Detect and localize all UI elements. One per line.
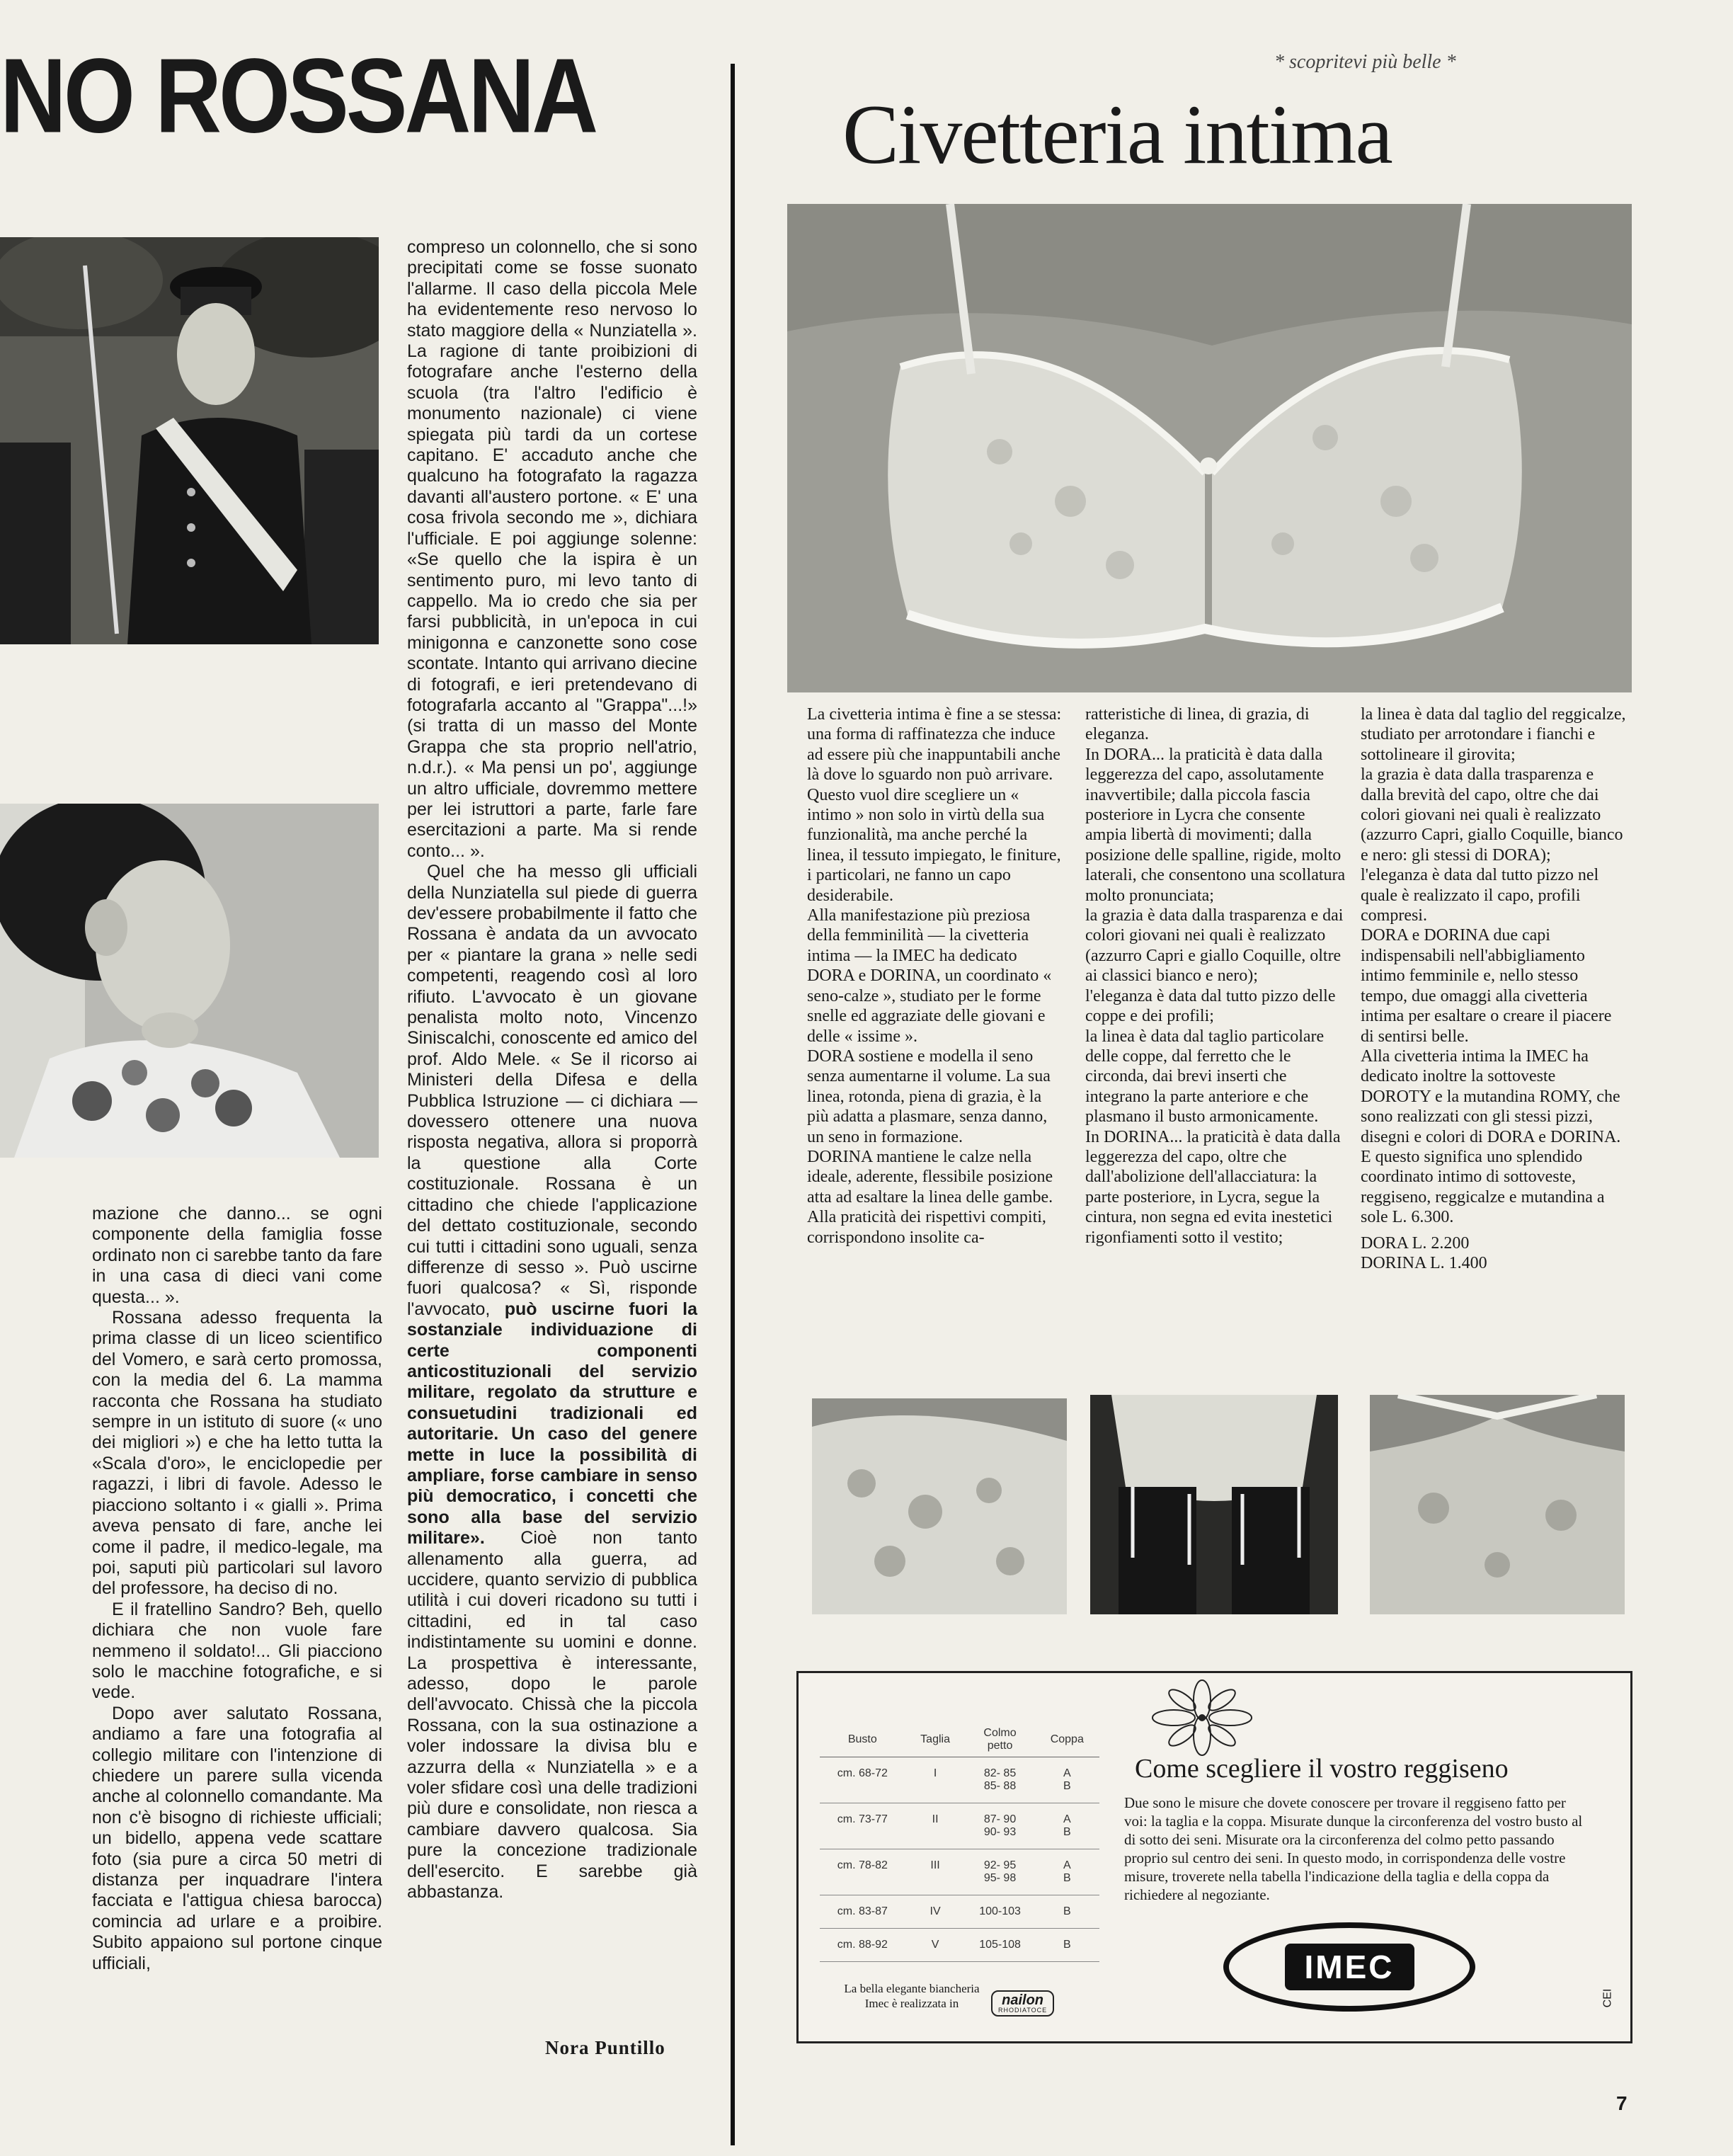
table-cell: cm. 83-87 — [820, 1895, 905, 1929]
table-cell: A B — [1035, 1849, 1099, 1895]
material-note: La bella elegante biancheria Imec è realizzata in — [844, 1982, 980, 2010]
article-paragraph: compreso un colonnello, che si sono precipitati come se fosse suonato l'allarme. Il caso della piccola Mele ha evidentemente reso nervoso lo stato maggiore della « Nunziatella ». La ragione di tante proibizioni di fotografare anche l'esterno della scuola (tra l'altro l'edificio è monumento nazionale) ci viene spiegata più tardi da un cortese capitano. E' accaduto anche che qualcuno ha fotografato la ragazza davanti all'austero portone. « E' una cosa frivola secondo me », dichiara l'ufficiale. E poi aggiunge solenne: «Se quello che la ispira è un sentimento puro, mi levo tanto di cappello. Ma io credo che sia per farsi pubblicità, in un'epoca in cui minigonna e canzonette sono cose scontate. Intanto qui arrivano diecine di fotografi, e ieri pretendevano di fotografarla accanto al "Grappa"...!» (si tratta di un masso del Monte Grappa che sta proprio nell'atrio, n.d.r.). « Ma pensi un po', aggiunge un altro ufficiale, dovremmo mettere per lei istruttori a parte, farle fare esercitazioni a parte. Ma si rende conto... ». — [407, 237, 697, 861]
nailon-logo-subtext: RHODIATOCE — [998, 2007, 1048, 2014]
size-guide-title: Come scegliere il vostro reggiseno — [1135, 1754, 1509, 1784]
article-text: Cioè non tanto allenamento alla guerra, ad uccidere, quanto servizio di pubblica utilità i cui doveri ricadono su tutti i cittadini, ed in tal caso indistintamente su uomini e donne. La prospettiva è interessante, adesso, dopo le parole dell'avvocato. Chissà che la piccola Rossana, con la sua ostinazione a voler indossare la divisa blu e azzurra della « Nunziatella » e a voler sfidare così una delle tradizioni più dure e consolidate, non riesca a cambiare davvero qualcosa. Sia pure la concezione tradizionale dell'esercito. E sarebbe già abbastanza. — [407, 1528, 697, 1903]
ad-kicker: * scopritevi più belle * — [1274, 51, 1456, 73]
article-headline: NO ROSSANA — [0, 35, 596, 155]
ad-paragraph: In DORINA... la praticità è data dalla leggerezza del capo, oltre che dall'abolizione dell'allacciatura: la parte posteriore, in Lycra, segue la cintura, non segna ed evita inestetici rigonfiamenti sotto il vestito; — [1085, 1127, 1341, 1247]
ad-paragraph: ratteristiche di linea, di grazia, di eleganza. — [1085, 705, 1310, 744]
page-number: 7 — [1616, 2092, 1628, 2114]
table-cell: V — [905, 1929, 966, 1962]
table-cell: 87- 90 90- 93 — [966, 1803, 1035, 1849]
cadet-officer-photo — [0, 237, 379, 644]
ad-column-2 — [1085, 705, 1347, 1248]
table-cell: 82- 85 85- 88 — [966, 1757, 1035, 1803]
table-cell: II — [905, 1803, 966, 1849]
ad-paragraph: la linea è data dal taglio particolare delle coppe, dal ferretto che le circonda, dai brevi inserti che integrano la parte anteriore e che plasmano il busto armonicamente. — [1085, 1027, 1325, 1127]
bra-detail-photo — [812, 1398, 1067, 1614]
article-paragraph: E il fratellino Sandro? Beh, quello dichiara che non vuole fare nemmeno il soldato!... Gli piacciono solo le macchine fotografiche, e si vede. — [92, 1599, 382, 1703]
table-cell: A B — [1035, 1803, 1099, 1849]
size-table — [820, 1723, 1099, 1962]
table-cell: B — [1035, 1929, 1099, 1962]
garter-belt-photo — [1090, 1395, 1338, 1614]
table-cell: I — [905, 1757, 966, 1803]
ad-paragraph: la linea è data dal taglio del reggicalze, studiato per arrotondare i fianchi e sottolineare il girovita; — [1361, 705, 1626, 764]
imec-logo-text: IMEC — [1285, 1944, 1414, 1990]
table-header: Colmo petto — [966, 1723, 1035, 1757]
rossana-photo — [0, 804, 379, 1158]
size-guide-text: Due sono le misure che dovete conoscere per trovare il reggiseno fatto per voi: la taglia e la coppa. Misurate dunque la circonferenza del vostro busto al di sotto dei seni. Misurate ora la circonferenza del colmo petto passando proprio sul centro dei seni. In questo modo, in corrispondenza delle vostre misure, troverete nella tabella l'indicazione della taglia e della coppa da richiedere al negoziante. — [1124, 1794, 1583, 1903]
table-row — [820, 1929, 1099, 1962]
ad-paragraph: La civetteria intima è fine a se stessa: una forma di raffinatezza che induce ad essere più che inappuntabili anche là dove lo sguardo non può arrivare. Questo vuol dire scegliere un « intimo » non solo in virtù della sua funzionalità, ma anche perché la linea, il tessuto impiegato, le finiture, i particolari, ne fanno un capo desiderabile. — [807, 705, 1062, 905]
ad-paragraph: l'eleganza è data dal tutto pizzo nel quale è realizzato il capo, profili compresi. — [1361, 866, 1599, 925]
imec-logo — [1223, 1922, 1475, 2012]
article-paragraph: mazione che danno... se ogni componente della famiglia fosse ordinato non ci sarebbe tanto da fare in una casa di dieci vani come questa... ». — [92, 1204, 382, 1307]
ad-paragraph: E questo significa uno splendido coordinato intimo di sottoveste, reggiseno, reggicalze e mutandina a sole L. 6.300. — [1361, 1147, 1605, 1227]
ad-paragraph: In DORA... la praticità è data dalla leggerezza del capo, assolutamente inavvertibile; dalla piccola fascia posteriore in Lycra che consente ampia libertà di movimenti; dalla posizione delle spalline, rigide, molto laterali, che consentono una scollatura molto pronunciata; — [1085, 745, 1346, 905]
ad-headline: Civetteria intima — [842, 87, 1392, 181]
ad-paragraph: DORINA mantiene le calze nella ideale, aderente, flessibile posizione atta ad esaltare la linea delle gambe. — [807, 1147, 1053, 1207]
ad-paragraph: DORA e DORINA due capi indispensabili nell'abbigliamento intimo femminile e, nello stesso tempo, due omaggi alla civetteria intima per esaltare o creare il piacere di sentirsi belle. — [1361, 926, 1612, 1046]
table-cell: cm. 78-82 — [820, 1849, 905, 1895]
price-dorina: DORINA L. 1.400 — [1361, 1253, 1487, 1272]
ad-column-1 — [807, 705, 1065, 1248]
side-mark: CEI — [1601, 1988, 1614, 2008]
table-cell: A B — [1035, 1757, 1099, 1803]
table-row — [820, 1757, 1099, 1803]
table-cell: IV — [905, 1895, 966, 1929]
table-header: Busto — [820, 1723, 905, 1757]
article-bold-quote: può uscirne fuori la sostanziale individuazione di certe componenti anticostituzionali del servizio militare, regolato da strutture e consuetudini tradizionali ed autoritarie. Un caso del genere mette in luce la possibilità di ampliare, forse cambiare in senso più democratico, i concetti che sono alla base del servizio militare». — [407, 1299, 697, 1548]
table-header: Taglia — [905, 1723, 966, 1757]
table-row — [820, 1895, 1099, 1929]
table-cell: 105-108 — [966, 1929, 1035, 1962]
size-guide-box — [796, 1671, 1632, 2043]
article-paragraph: Rossana adesso frequenta la prima classe di un liceo scientifico del Vomero, e sarà certo promossa, con la media del 6. La mamma racconta che Rossana ha studiato sempre in un istituto di suore (« uno dei migliori ») e che ha letto tutta la «Scala d'oro», le enciclopedie per ragazzi, i libri di favole. Adesso le piacciono soltanto i « gialli ». Prima aveva pensato di fare, anche lei come il padre, il medico-legale, ma poi, saputi più particolari sul lavoro del professore, ha deciso di no. — [92, 1308, 382, 1599]
price-dora: DORA L. 2.200 — [1361, 1233, 1470, 1253]
table-row — [820, 1849, 1099, 1895]
article-column-1 — [92, 1204, 382, 1974]
table-header: Coppa — [1035, 1723, 1099, 1757]
bra-main-photo — [787, 204, 1632, 692]
ad-paragraph: Alla civetteria intima la IMEC ha dedicato inoltre la sottoveste DOROTY e la mutandina ROMY, che sono realizzati con gli stessi pizzi, disegni e colori di DORA e DORINA. — [1361, 1046, 1621, 1146]
table-cell: cm. 73-77 — [820, 1803, 905, 1849]
bra-strap-photo — [1370, 1395, 1625, 1614]
ad-paragraph: la grazia è data dalla trasparenza e dai colori giovani nei quali è realizzato (azzurro Capri e giallo Coquille, oltre ai classici bianco e nero); — [1085, 906, 1344, 986]
column-divider — [731, 64, 735, 2145]
table-cell: cm. 68-72 — [820, 1757, 905, 1803]
nailon-logo — [991, 1990, 1054, 2017]
flower-decoration-icon — [1124, 1679, 1280, 1757]
table-cell: B — [1035, 1895, 1099, 1929]
table-cell: III — [905, 1849, 966, 1895]
nailon-logo-text: nailon — [1002, 1992, 1044, 2008]
article-byline: Nora Puntillo — [545, 2037, 665, 2058]
ad-paragraph: l'eleganza è data dal tutto pizzo delle coppe e dei profili; — [1085, 986, 1336, 1026]
table-row — [820, 1803, 1099, 1849]
ad-paragraph: DORA sostiene e modella il seno senza aumentarne il volume. La sua linea, rotonda, piena di grazia, è la più adatta a plasmare, senza danno, un seno in formazione. — [807, 1046, 1051, 1146]
article-column-2 — [407, 237, 697, 1903]
article-paragraph — [407, 862, 697, 1903]
ad-paragraph: Alla manifestazione più preziosa della femminilità — la civetteria intima — la IMEC ha dedicato DORA e DORINA, un coordinato « seno-calze », studiato per le forme snelle ed aggraziate delle giovani e delle « issime ». — [807, 906, 1052, 1046]
article-text: Quel che ha messo gli ufficiali della Nunziatella sul piede di guerra dev'essere probabilmente il fatto che Rossana è andata da un avvocato per « piantare la grana » nelle sedi competenti, reagendo così al loro rifiuto. L'avvocato è un giovane penalista molto noto, Vincenzo Siniscalchi, conoscente ed amico del prof. Aldo Mele. « Se il ricorso ai Ministeri della Difesa e della Pubblica Istruzione — ci dichiara — dovessero ottenere una nuova risposta negativa, allora si proporrà la questione alla Corte costituzionale. Rossana è un cittadino che chiede l'applicazione del dettato costituzionale, secondo cui tutti i cittadini sono uguali, senza differenze di sesso ». Può uscirne fuori qualcosa? « Sì, risponde l'avvocato, — [407, 862, 697, 1319]
table-cell: 92- 95 95- 98 — [966, 1849, 1035, 1895]
table-cell: 100-103 — [966, 1895, 1035, 1929]
ad-paragraph: Alla praticità dei rispettivi compiti, corrispondono insolite ca- — [807, 1208, 1046, 1247]
table-cell: cm. 88-92 — [820, 1929, 905, 1962]
ad-column-3 — [1361, 705, 1628, 1273]
article-paragraph: Dopo aver salutato Rossana, andiamo a fare una fotografia al collegio militare con l'intenzione di chiedere un parere sulla vicenda anche al colonnello comandante. Ma non c'è bisogno di richieste ufficiali; un bidello, appena vede scattare foto (sia pure a circa 50 metri di distanza per inquadrare l'intera facciata e l'attigua chiesa barocca) comincia ad urlare e a proibire. Subito appaiono sul portone cinque ufficiali, — [92, 1703, 382, 1973]
ad-paragraph: la grazia è data dalla trasparenza e dalla brevità del capo, oltre che dai colori giovani nei quali è realizzato (azzurro Capri, giallo Coquille, bianco e nero: gli stessi di DORA); — [1361, 765, 1623, 865]
